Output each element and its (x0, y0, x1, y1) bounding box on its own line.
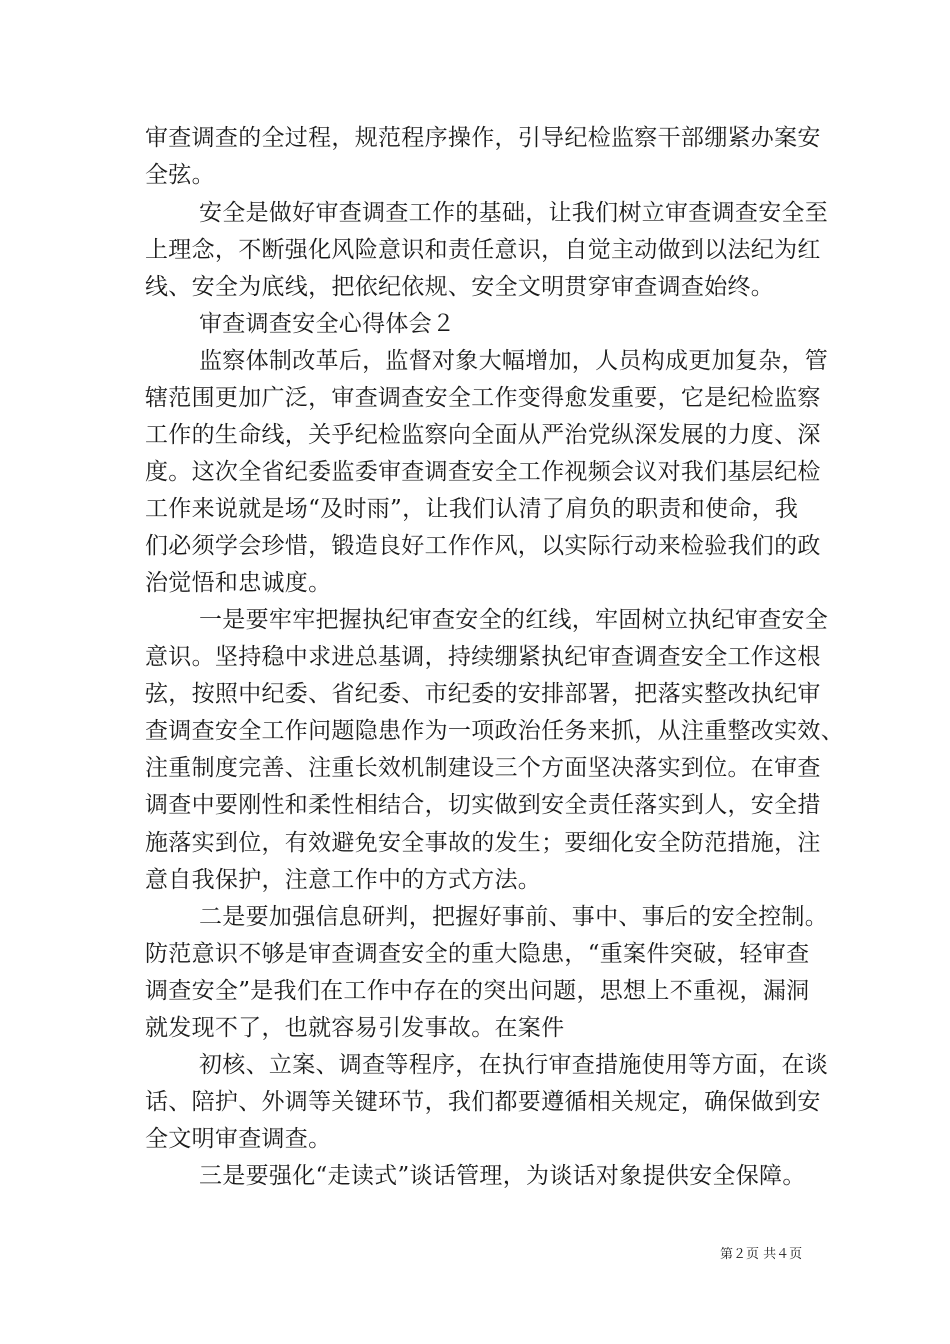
text-line: 初核、立案、调查等程序，在执行审查措施使用等方面，在谈 (199, 1052, 829, 1078)
text-line: 话、陪护、外调等关键环节，我们都要遵循相关规定，确保做到安 (145, 1089, 821, 1115)
text-line: 全文明审查调查。 (145, 1126, 332, 1152)
text-line: 施落实到位，有效避免安全事故的发生；要细化安全防范措施，注 (145, 830, 821, 856)
text-line: 三是要强化“走读式”谈话管理，为谈话对象提供安全保障。 (199, 1163, 806, 1189)
text-line: 度。这次全省纪委监委审查调查安全工作视频会议对我们基层纪检 (145, 459, 821, 485)
text-line: 意自我保护，注意工作中的方式方法。 (145, 867, 542, 893)
text-line: 意识。坚持稳中求进总基调，持续绷紧执纪审查调查安全工作这根 (145, 644, 821, 670)
text-line: 全弦。 (145, 162, 215, 188)
text-line: 二是要加强信息研判，把握好事前、事中、事后的安全控制。 (199, 904, 829, 930)
text-line: 调查安全”是我们在工作中存在的突出问题，思想上不重视，漏洞 (145, 978, 810, 1004)
page-number: 第２页 共４页 (720, 1247, 803, 1262)
text-line: 工作的生命线，关乎纪检监察向全面从严治党纵深发展的力度、深 (145, 422, 821, 448)
text-line: 一是要牢牢把握执纪审查安全的红线，牢固树立执纪审查安全 (199, 607, 829, 633)
text-line: 们必须学会珍惜，锻造良好工作作风，以实际行动来检验我们的政 (145, 533, 821, 559)
text-line: 就发现不了，也就容易引发事故。在案件 (145, 1015, 565, 1041)
text-line: 监察体制改革后，监督对象大幅增加，人员构成更加复杂，管 (199, 348, 829, 374)
text-line: 工作来说就是场“及时雨”，让我们认清了肩负的职责和使命，我 (145, 496, 799, 522)
text-line: 线、安全为底线，把依纪依规、安全文明贯穿审查调查始终。 (145, 274, 775, 300)
text-line: 调查中要刚性和柔性相结合，切实做到安全责任落实到人，安全措 (145, 792, 821, 818)
text-line: 治觉悟和忠诚度。 (145, 570, 332, 596)
section-heading: 审查调查安全心得体会２ (199, 311, 456, 337)
text-line: 上理念，不断强化风险意识和责任意识，自觉主动做到以法纪为红 (145, 237, 821, 263)
text-line: 防范意识不够是审查调查安全的重大隐患，“重案件突破，轻审查 (145, 941, 810, 967)
text-line: 审查调查的全过程，规范程序操作，引导纪检监察干部绷紧办案安 (145, 125, 821, 151)
text-line: 弦，按照中纪委、省纪委、市纪委的安排部署，把落实整改执纪审 (145, 681, 821, 707)
text-line: 注重制度完善、注重长效机制建设三个方面坚决落实到位。在审查 (145, 755, 821, 781)
text-line: 查调查安全工作问题隐患作为一项政治任务来抓，从注重整改实效、 (145, 718, 844, 744)
text-line: 辖范围更加广泛，审查调查安全工作变得愈发重要，它是纪检监察 (145, 385, 821, 411)
text-line: 安全是做好审查调查工作的基础，让我们树立审查调查安全至 (199, 200, 829, 226)
